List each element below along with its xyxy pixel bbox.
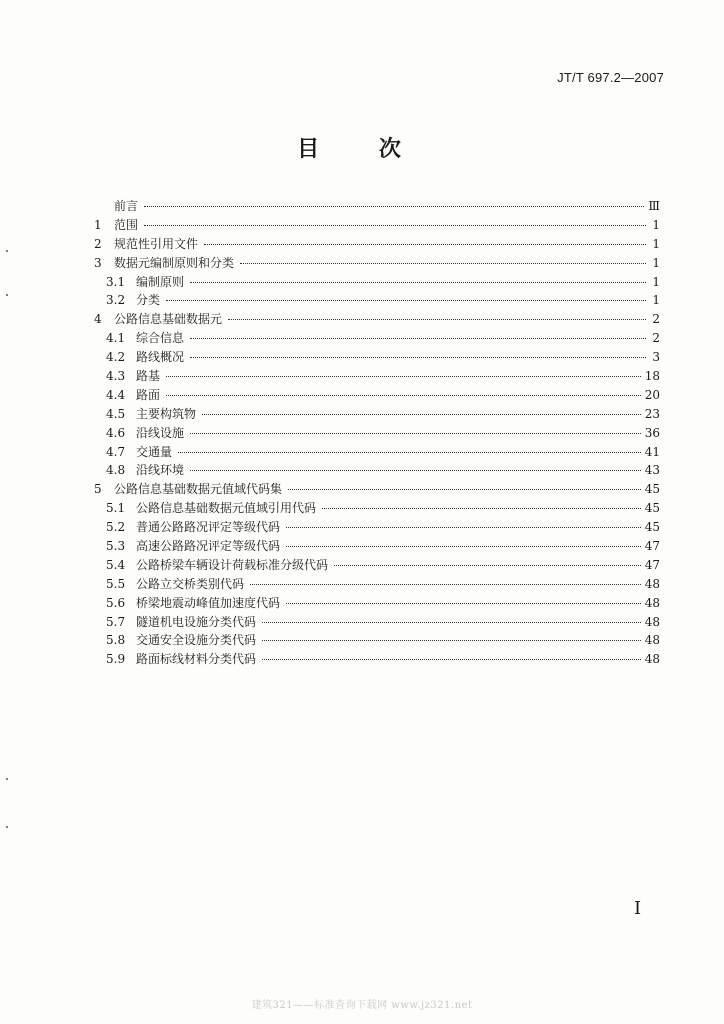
toc-entry-label: 公路信息基础数据元值域引用代码 [136, 501, 317, 516]
toc-entry-page: 23 [644, 406, 660, 421]
toc-entry-page: Ⅲ [648, 199, 660, 213]
toc-entry-label: 公路立交桥类别代码 [136, 576, 245, 591]
toc-entry[interactable] [94, 556, 660, 575]
scan-speck [6, 250, 8, 252]
toc-entry-number: 4.4 [106, 387, 126, 402]
toc-entry-label: 公路信息基础数据元 [114, 312, 223, 327]
toc-dot-leader [288, 489, 641, 490]
toc-entry-page: 48 [644, 652, 660, 667]
toc-entry-label: 路线概况 [136, 350, 185, 365]
toc-entry-page: 36 [644, 425, 660, 440]
toc-entry-page: 18 [644, 369, 660, 384]
toc-entry-label: 范围 [114, 217, 139, 232]
toc-entry-label: 交通安全设施分类代码 [136, 633, 257, 648]
toc-entry-number: 4.1 [106, 331, 126, 346]
toc-entry[interactable] [94, 443, 660, 462]
toc-entry[interactable] [94, 461, 660, 480]
toc-entry-label: 分类 [136, 293, 161, 308]
toc-entry-number: 4.5 [106, 406, 126, 421]
toc-dot-leader [262, 659, 641, 660]
toc-entry[interactable] [94, 386, 660, 405]
toc-entry[interactable] [94, 291, 660, 310]
toc-entry-number: 5.3 [106, 539, 126, 554]
toc-entry-number: 1 [94, 217, 102, 232]
toc-entry-label: 前言 [114, 199, 139, 213]
toc-entry[interactable] [94, 424, 660, 443]
toc-entry[interactable] [94, 594, 660, 613]
toc-entry[interactable] [94, 405, 660, 424]
toc-entry-page: 1 [652, 236, 660, 251]
toc-entry-number: 3 [94, 255, 102, 270]
toc-entry-label: 公路信息基础数据元值域代码集 [114, 482, 283, 497]
toc-entry-label: 主要构筑物 [136, 406, 197, 421]
toc-entry[interactable] [94, 613, 660, 632]
scan-speck [6, 826, 8, 828]
toc-dot-leader [286, 603, 641, 604]
toc-entry[interactable] [94, 575, 660, 594]
toc-dot-leader [190, 282, 646, 283]
toc-entry[interactable] [94, 499, 660, 518]
toc-entry-label: 数据元编制原则和分类 [114, 255, 235, 270]
toc-entry-page: 43 [644, 463, 660, 478]
toc-entry-page: 1 [652, 255, 660, 270]
toc-dot-leader [166, 300, 646, 301]
toc-entry[interactable] [94, 480, 660, 499]
toc-dot-leader [250, 584, 641, 585]
toc-entry-number: 5.1 [106, 501, 126, 516]
toc-entry-page: 3 [652, 350, 660, 365]
toc-entry-number: 5.5 [106, 576, 126, 591]
toc-entry-page: 45 [644, 501, 660, 516]
toc-entry[interactable] [94, 650, 660, 669]
toc-entry-page: 1 [652, 217, 660, 232]
toc-entry-number: 4 [94, 312, 102, 327]
toc-dot-leader [190, 357, 646, 358]
toc-entry-page: 1 [652, 274, 660, 289]
toc-dot-leader [190, 470, 641, 471]
toc-entry-number: 5.2 [106, 520, 126, 535]
toc-entry-page: 41 [644, 444, 660, 459]
toc-entry-page: 2 [652, 312, 660, 327]
toc-entry-page: 48 [644, 595, 660, 610]
toc-entry-number: 5.6 [106, 595, 126, 610]
toc-entry-page: 48 [644, 633, 660, 648]
toc-entry[interactable] [94, 537, 660, 556]
toc-dot-leader [190, 338, 646, 339]
page-folio: I [634, 898, 642, 919]
toc-entry-page: 45 [644, 482, 660, 497]
toc-entry-page: 1 [652, 293, 660, 308]
toc-entry-number: 5 [94, 482, 102, 497]
toc-dot-leader [334, 565, 641, 566]
toc-entry[interactable] [94, 273, 660, 292]
toc-entry-label: 高速公路路况评定等级代码 [136, 539, 281, 554]
toc-dot-leader [286, 546, 641, 547]
toc-entry-number: 4.3 [106, 369, 126, 384]
toc-entry[interactable] [94, 216, 660, 235]
toc-entry-number: 2 [94, 236, 102, 251]
standard-code: JT/T 697.2—2007 [557, 70, 664, 85]
toc-entry-number: 3.1 [106, 274, 126, 289]
toc-entry-number: 4.6 [106, 425, 126, 440]
toc-dot-leader [144, 206, 644, 207]
toc-dot-leader [166, 376, 641, 377]
scan-speck [6, 778, 8, 780]
toc-entry-label: 沿线设施 [136, 425, 185, 440]
toc-entry[interactable] [94, 518, 660, 537]
toc-entry-label: 桥梁地震动峰值加速度代码 [136, 595, 281, 610]
toc-entry-number: 4.2 [106, 350, 126, 365]
scan-speck [6, 294, 8, 296]
toc-entry-label: 路面 [136, 387, 161, 402]
table-of-contents [94, 197, 660, 669]
toc-entry-label: 公路桥梁车辆设计荷载标准分级代码 [136, 557, 329, 572]
toc-entry-label: 路面标线材料分类代码 [136, 652, 257, 667]
toc-dot-leader [228, 319, 646, 320]
toc-entry-page: 47 [644, 557, 660, 572]
toc-entry-label: 综合信息 [136, 331, 185, 346]
toc-entry[interactable] [94, 367, 660, 386]
toc-entry[interactable] [94, 329, 660, 348]
toc-entry-page: 45 [644, 520, 660, 535]
toc-dot-leader [240, 263, 646, 264]
toc-entry-label: 路基 [136, 369, 161, 384]
toc-entry-page: 48 [644, 614, 660, 629]
toc-entry-number: 5.4 [106, 557, 126, 572]
toc-entry-label: 交通量 [136, 444, 173, 459]
toc-entry-number: 5.7 [106, 614, 126, 629]
toc-entry[interactable] [94, 348, 660, 367]
page-title: 目 次 [297, 137, 427, 162]
toc-entry[interactable] [94, 310, 660, 329]
toc-dot-leader [190, 433, 641, 434]
toc-entry[interactable] [94, 631, 660, 650]
toc-entry-number: 4.7 [106, 444, 126, 459]
toc-entry-number: 5.9 [106, 652, 126, 667]
toc-dot-leader [262, 640, 641, 641]
toc-entry-page: 47 [644, 539, 660, 554]
toc-dot-leader [286, 527, 641, 528]
toc-entry-label: 沿线环境 [136, 463, 185, 478]
toc-entry-number: 3.2 [106, 293, 126, 308]
toc-entry-number: 5.8 [106, 633, 126, 648]
toc-entry[interactable] [94, 254, 660, 273]
toc-entry-page: 48 [644, 576, 660, 591]
toc-dot-leader [262, 622, 641, 623]
toc-dot-leader [204, 244, 646, 245]
toc-dot-leader [202, 414, 641, 415]
toc-entry-page: 2 [652, 331, 660, 346]
toc-entry-page: 20 [644, 387, 660, 402]
toc-entry-label: 隧道机电设施分类代码 [136, 614, 257, 629]
toc-entry-label: 普通公路路况评定等级代码 [136, 520, 281, 535]
toc-entry-label: 编制原则 [136, 274, 185, 289]
toc-entry-label: 规范性引用文件 [114, 236, 199, 251]
toc-entry-number: 4.8 [106, 463, 126, 478]
toc-dot-leader [144, 225, 646, 226]
toc-dot-leader [178, 452, 641, 453]
toc-entry[interactable] [94, 235, 660, 254]
toc-dot-leader [166, 395, 641, 396]
toc-dot-leader [322, 508, 641, 509]
watermark-footer: 建筑321——标准查询下载网 www.jz321.net [251, 1000, 473, 1011]
toc-entry[interactable] [94, 197, 660, 216]
